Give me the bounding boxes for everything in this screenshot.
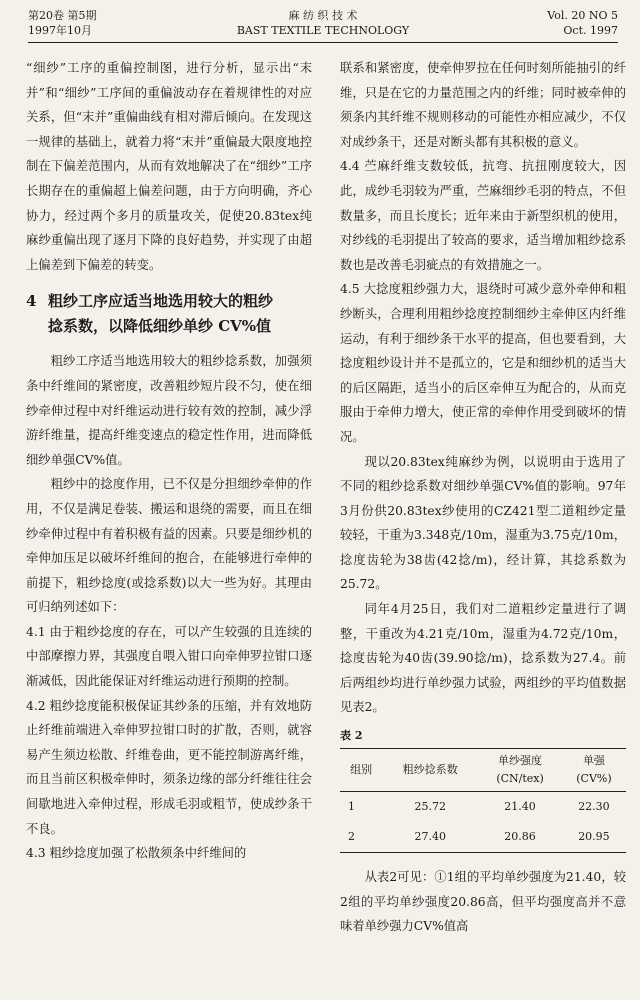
- table-header-cell: 组别: [350, 763, 373, 777]
- table-cell: 22.30: [578, 800, 610, 814]
- table-header-cell: 单强 (CV%): [576, 754, 612, 786]
- header-center: [28, 8, 618, 38]
- journal-title-en: BAST TEXTILE TECHNOLOGY: [236, 24, 410, 37]
- section-4-heading: [26, 289, 312, 339]
- table-cell: 2: [348, 830, 355, 844]
- section-number: 4: [26, 292, 37, 311]
- item-4-3-continued: 联系和紧密度，使牵伸罗拉在任何时刻所能抽引的纤维，只是在它的力量范围之内的纤维；同时被牵伸的须条内其纤维不规则移动的可能性亦相应减少，不仅对成纱条干，还是对断头都有其积极的意义。: [340, 61, 626, 149]
- paragraph: 粗纱中的捻度作用，已不仅是分担细纱牵伸的作用，不仅是满足卷装、搬运和退绕的需要，而且在细纱牵伸过程中有着积极有益的因素。只要是细纱机的牵伸加压足以破坏纤维间的抱合，在能够进行牵伸的前提下，粗纱捻度(或捻系数)以大一些为好。其理由可归纳列述如下：: [26, 477, 312, 615]
- paragraph: 从表2可见：①1组的平均单纱强度为21.40，较2组的平均单纱强度20.86高，但平均强度高并不意味着单纱强力CV%值高: [340, 870, 626, 934]
- table-row: [340, 792, 626, 823]
- table-cell: 1: [348, 800, 355, 814]
- table-header-cell: 单纱强度 (CN/tex): [496, 754, 544, 786]
- item-4-2: 4.2 粗纱捻度能积极保证其纱条的压缩，并有效地防止纤维前端进入牵伸罗拉钳口时的扩散，否则，就容易产生须边松散、纤维卷曲，更不能控制游离纤维，而且当前区积极牵伸时，须条边缘的部分纤维往往会间歇地进入牵伸过程，形成毛羽或粗节，使成纱条干不良。: [26, 698, 312, 836]
- section-title-line-2: 捻系数，以降低细纱单纱 CV%值: [48, 317, 272, 336]
- table-cell: 20.95: [578, 830, 610, 844]
- table-header-cell: 粗纱捻系数: [402, 763, 458, 777]
- section-title-line-1: 粗纱工序应适当地选用较大的粗纱: [48, 292, 274, 311]
- right-column: [340, 56, 626, 939]
- item-4-5: 4.5 大捻度粗纱强力大，退绕时可减少意外牵伸和粗纱断头，合理利用粗纱捻度控制细纱主牵伸区内纤维运动，有利于细纱条干水平的提高，但也要看到，大捻度粗纱设计并不是孤立的，它是和细纱机的适当大的后区隔距，适当小的后区牵伸互为配合的，从而克服由于牵伸力增大，使正常的牵伸作用受到破坏的情况。: [340, 282, 626, 444]
- volume-issue-en: Vol. 20 NO 5: [547, 9, 618, 22]
- table-header-row: [340, 749, 626, 792]
- header-rule: [28, 42, 618, 43]
- item-4-3: 4.3 粗纱捻度加强了松散须条中纤维间的: [26, 846, 247, 861]
- table-caption: 表 2: [340, 729, 363, 743]
- table-cell: 20.86: [504, 830, 536, 844]
- table-cell: 27.40: [414, 830, 446, 844]
- journal-title-cn: 麻 纺 织 技 术: [288, 9, 358, 22]
- table-row: [340, 822, 626, 853]
- volume-issue-cn: 第20卷 第5期: [28, 9, 97, 22]
- item-4-1: 4.1 由于粗纱捻度的存在，可以产生较强的且连续的中部摩擦力界，其强度自喂入钳口向牵伸罗拉钳口逐渐减低，因此能保证对纤维运动进行预期的控制。: [26, 624, 312, 689]
- paragraph: 同年4月25日，我们对二道粗纱定量进行了调整，干重改为4.21克/10m，湿重为4.72克/10m，捻度齿轮为40齿(39.90捻/m)，捻系数为27.4。前后两组纱均进行单纱强力试验，两组纱的平均值数据见表2。: [340, 602, 626, 715]
- table-cell: 25.72: [414, 800, 446, 814]
- table-cell: 21.40: [504, 800, 536, 814]
- header-right: [547, 8, 618, 38]
- left-column: [26, 56, 312, 866]
- data-table: [340, 748, 626, 853]
- date-cn: 1997年10月: [28, 24, 92, 37]
- item-4-4: 4.4 苎麻纤维支数较低，抗弯、抗扭刚度较大，因此，成纱毛羽较为严重，苎麻细纱毛羽的特点，不但数量多，而且长度长；近年来由于新型织机的使用，对纱线的毛羽提出了较高的要求，适当增加粗纱捻系数也是改善毛羽疵点的有效措施之一。: [340, 159, 626, 272]
- running-header: [28, 8, 618, 42]
- date-en: Oct. 1997: [563, 24, 618, 37]
- paragraph: 现以20.83tex纯麻纱为例，以说明由于选用了不同的粗纱捻系数对细纱单强CV%值的影响。97年3月份供20.83tex纱使用的CZ421型二道粗纱定量较轻，干重为3.348克/10m，湿重为3.75克/10m，捻度齿轮为38齿(42捻/m)，经计算，其捻系数为25.72。: [340, 454, 626, 592]
- intro-paragraph: “细纱”工序的重偏控制图，进行分析，显示出“末并”和“细纱”工序间的重偏波动存在着规律性的对应关系，但“末并”重偏曲线有相对滞后倾向。在发现这一规律的基础上，就着力将“末并”重偏最大限度地控制在下偏差范围内，从而有效地解决了在“细纱”工序长期存在的重偏超上偏差问题，由于方向明确，齐心协力，经过两个多月的质量攻关，促使20.83tex纯麻纱重偏出现了逐月下降的良好趋势，并实现了由超上偏差到下偏差的转变。: [26, 61, 312, 272]
- paragraph: 粗纱工序适当地选用较大的粗纱捻系数，加强须条中纤维间的紧密度，改善粗纱短片段不匀，使在细纱牵伸过程中对纤维运动进行较有效的控制，减少浮游纤维量，提高纤维变速点的稳定性作用，进而降低细纱单强CV%值。: [26, 354, 312, 467]
